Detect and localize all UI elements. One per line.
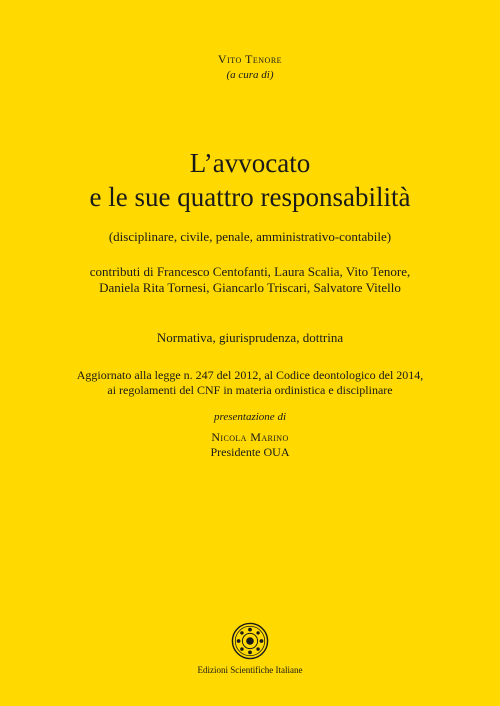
contributors-line-2: Daniela Rita Tornesi, Giancarlo Triscari, Salvatore Vitello — [99, 280, 401, 295]
update-note — [0, 368, 500, 398]
contributors-line-1: contributi di Francesco Centofanti, Laura Scalia, Vito Tenore, — [89, 264, 411, 279]
update-line-2: ai regolamenti del CNF in materia ordinistica e disciplinare — [107, 383, 393, 397]
book-subtitle: (disciplinare, civile, penale, amministrativo-contabile) — [108, 229, 392, 244]
section-heading: Normativa, giurisprudenza, dottrina — [156, 330, 344, 345]
presentation-label: presentazione di — [214, 411, 286, 423]
curator-name: Vito Tenore — [217, 52, 283, 66]
publisher-seal-icon — [231, 622, 269, 660]
contributors — [0, 264, 500, 296]
update-line-1: Aggiornato alla legge n. 247 del 2012, al Codice deontologico del 2014, — [76, 368, 424, 382]
title-line-2: e le sue quattro responsabilità — [89, 182, 411, 212]
presenter-role: Presidente OUA — [210, 445, 290, 459]
curator-role: (a cura di) — [226, 69, 274, 81]
presenter-name: Nicola Marino — [211, 430, 289, 444]
book-title — [0, 146, 500, 214]
title-line-1: L’avvocato — [189, 148, 311, 178]
publisher-name: Edizioni Scientifiche Italiane — [197, 665, 303, 675]
